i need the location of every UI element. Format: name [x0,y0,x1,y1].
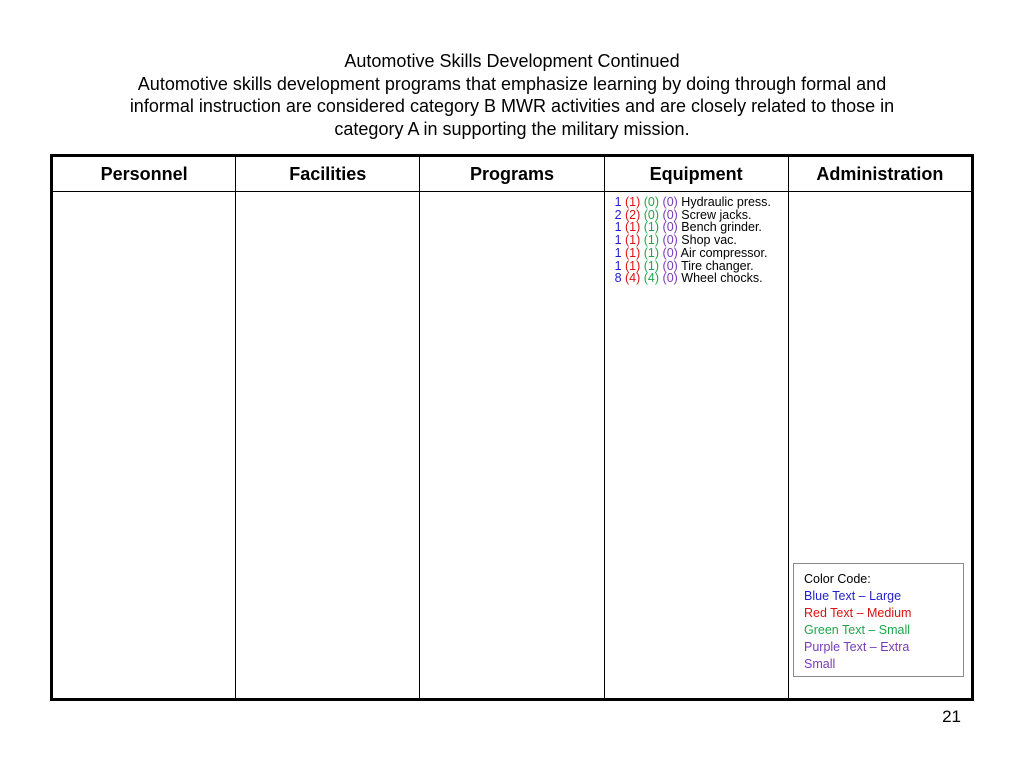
legend-title: Color Code: [804,572,871,586]
equipment-name: Shop vac. [681,233,737,248]
table-header-row [52,156,973,192]
count-medium: (1) [625,195,641,209]
equipment-name: Hydraulic press. [681,195,771,209]
slide-description-line-2: informal instruction are considered category B MWR activities and are closely related to those in [129,96,895,116]
equipment-name: Bench grinder. [681,220,762,235]
header-programs: Programs [420,156,604,192]
count-extra-small: (0) [662,271,678,286]
count-extra-small: (0) [662,195,678,209]
count-extra-small: (0) [662,207,678,222]
equipment-cell [604,192,788,700]
count-medium: (1) [625,233,641,248]
count-large: 1 [614,233,622,248]
count-extra-small: (0) [662,258,678,273]
color-code-legend [793,563,964,677]
programs-cell [420,192,604,700]
count-small: (1) [643,245,660,260]
page-number: 21 [942,707,961,726]
legend-red-medium: Red Text – Medium [804,606,912,621]
count-medium: (1) [625,258,641,273]
equipment-name: Screw jacks. [681,207,752,222]
header-facilities: Facilities [236,156,420,192]
count-extra-small: (0) [662,220,678,235]
count-large: 2 [614,207,622,222]
slide-description-line-1: Automotive skills development programs that emphasize learning by doing through formal and [137,73,887,94]
equipment-name: Tire changer. [681,258,754,273]
equipment-name: Air compressor. [680,245,768,260]
header-equipment: Equipment [604,156,788,192]
slide-title: Automotive Skills Development Continued [344,51,680,71]
legend-green-small: Green Text – Small [804,623,911,638]
legend-purple-extra-small-line-1: Purple Text – Extra [804,640,910,655]
count-medium: (4) [625,271,641,286]
count-small: (0) [643,207,660,222]
count-large: 1 [614,220,622,235]
slide-description-line-3: category A in supporting the military mission. [334,118,690,139]
count-small: (1) [643,258,660,273]
count-medium: (2) [625,207,641,222]
header-administration: Administration [788,156,972,192]
header-personnel: Personnel [52,156,236,192]
count-large: 1 [614,195,622,209]
count-large: 1 [614,258,622,273]
count-small: (1) [643,220,660,235]
count-small: (0) [643,195,660,209]
equipment-item [615,272,780,285]
count-medium: (1) [625,245,641,260]
equipment-name: Wheel chocks. [681,271,763,286]
count-extra-small: (0) [662,245,678,260]
count-large: 8 [614,271,622,286]
count-small: (4) [643,271,660,286]
count-large: 1 [614,245,622,260]
legend-blue-large: Blue Text – Large [804,589,902,604]
count-extra-small: (0) [662,233,678,248]
slide-heading [60,50,964,140]
legend-purple-extra-small-line-2: Small [804,657,836,672]
count-small: (1) [643,233,660,248]
personnel-cell [52,192,236,700]
facilities-cell [236,192,420,700]
count-medium: (1) [625,220,641,235]
equipment-list [605,192,788,285]
